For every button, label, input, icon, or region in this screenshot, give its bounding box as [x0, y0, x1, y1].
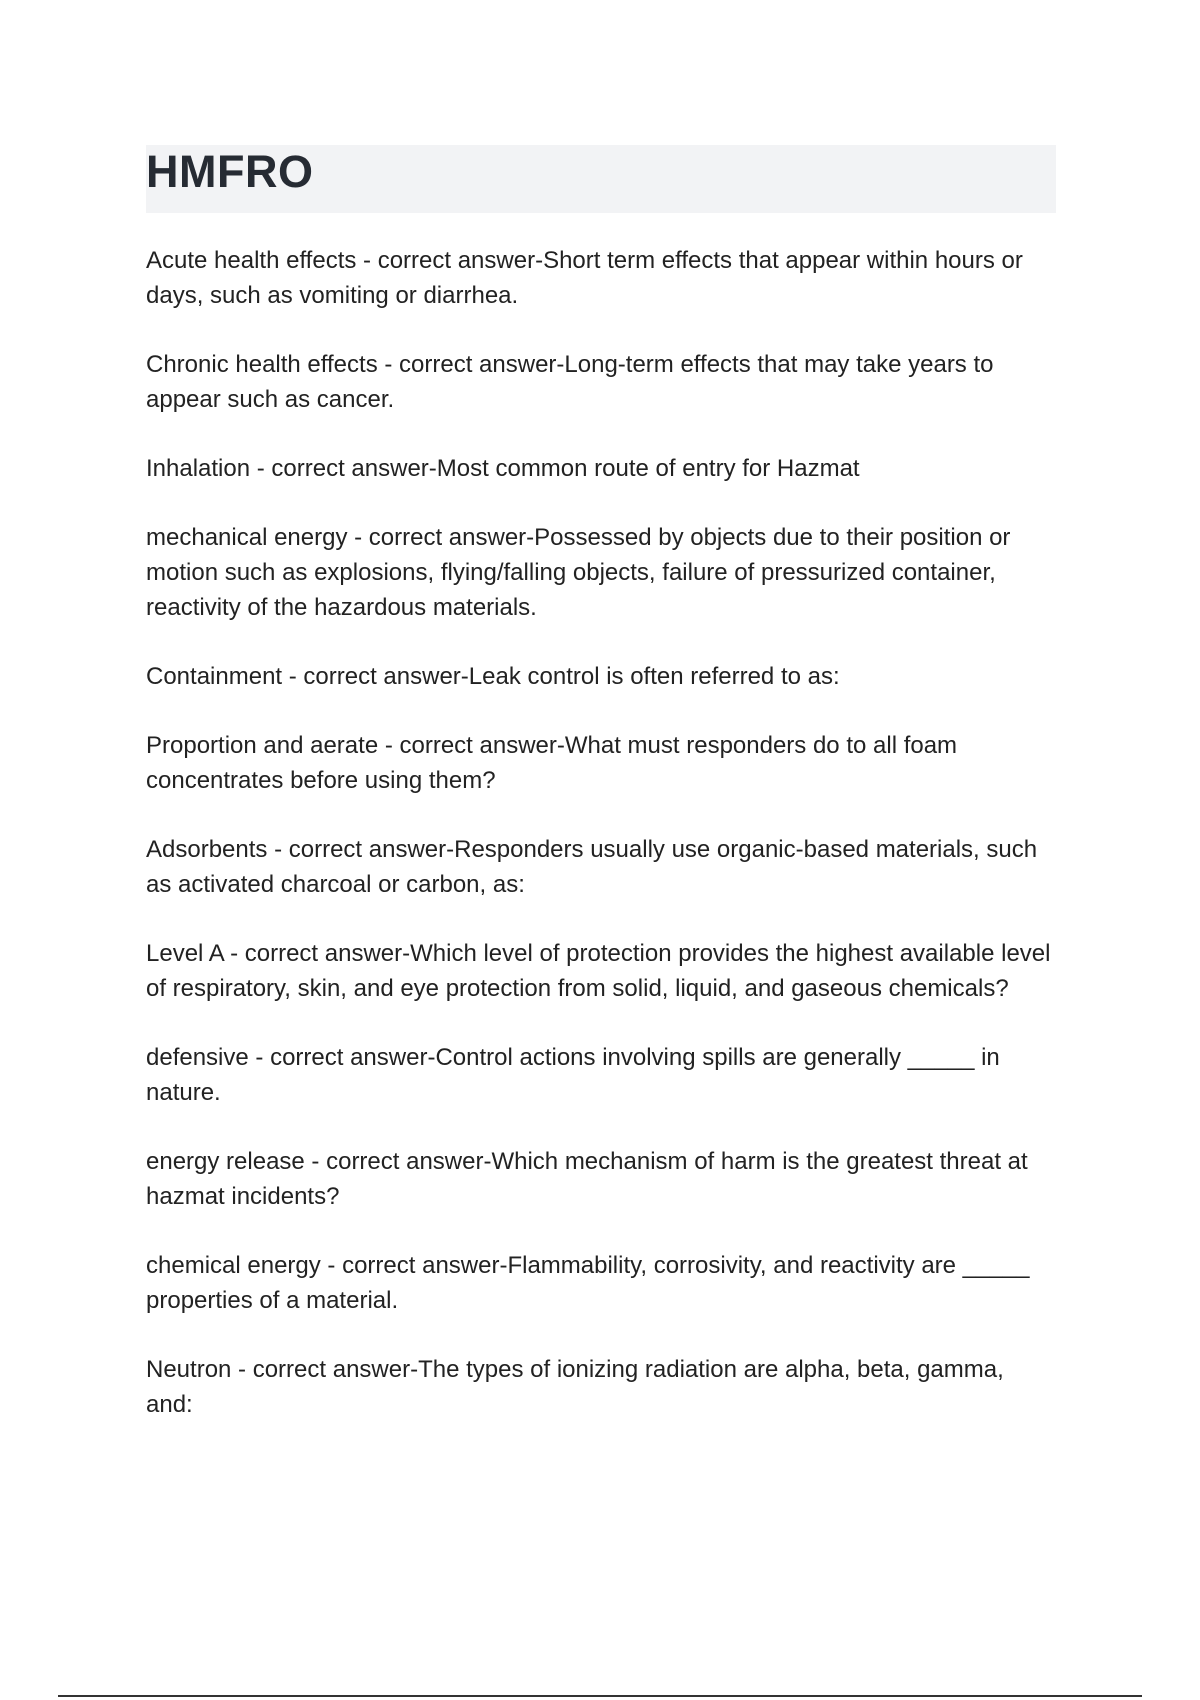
entry-text: Acute health effects - correct answer-Short term effects that appear within hours or days, such as vomiting or diarrhea. — [146, 247, 1023, 309]
entry-text: mechanical energy - correct answer-Possessed by objects due to their position or motion such as explosions, flying/falling objects, failure of pressurized container, reactivity of the hazardous materials. — [146, 524, 1011, 621]
entry-text: chemical energy - correct answer-Flammability, corrosivity, and reactivity are _____ properties of a material. — [146, 1252, 1030, 1314]
flashcard-entry — [146, 1248, 1056, 1318]
entry-text: energy release - correct answer-Which mechanism of harm is the greatest threat at hazmat incidents? — [146, 1148, 1028, 1210]
flashcard-entry — [146, 728, 1056, 798]
page-bottom-rule — [58, 1695, 1142, 1697]
flashcard-entry — [146, 243, 1056, 313]
entry-text: Adsorbents - correct answer-Responders usually use organic-based materials, such as activated charcoal or carbon, as: — [146, 836, 1038, 898]
entry-text: Chronic health effects - correct answer-Long-term effects that may take years to appear such as cancer. — [146, 351, 994, 413]
page-title: HMFRO — [146, 146, 314, 197]
flashcard-entry — [146, 1040, 1056, 1110]
flashcard-entry — [146, 936, 1056, 1006]
entry-text: Level A - correct answer-Which level of protection provides the highest available level of respiratory, skin, and eye protection from solid, liquid, and gaseous chemicals? — [146, 940, 1051, 1002]
flashcard-entry — [146, 451, 1056, 486]
flashcard-entry — [146, 1352, 1056, 1422]
flashcard-entry — [146, 520, 1056, 625]
flashcard-entry — [146, 659, 1056, 694]
entry-text: Containment - correct answer-Leak control is often referred to as: — [146, 663, 840, 690]
entry-text: Inhalation - correct answer-Most common route of entry for Hazmat — [146, 455, 860, 482]
flashcard-entry — [146, 347, 1056, 417]
flashcard-list — [146, 243, 1056, 1456]
flashcard-entry — [146, 832, 1056, 902]
entry-text: Proportion and aerate - correct answer-What must responders do to all foam concentrates before using them? — [146, 732, 958, 794]
flashcard-entry — [146, 1144, 1056, 1214]
entry-text: defensive - correct answer-Control actions involving spills are generally _____ in nature. — [146, 1044, 1000, 1106]
entry-text: Neutron - correct answer-The types of ionizing radiation are alpha, beta, gamma, and: — [146, 1356, 1004, 1418]
